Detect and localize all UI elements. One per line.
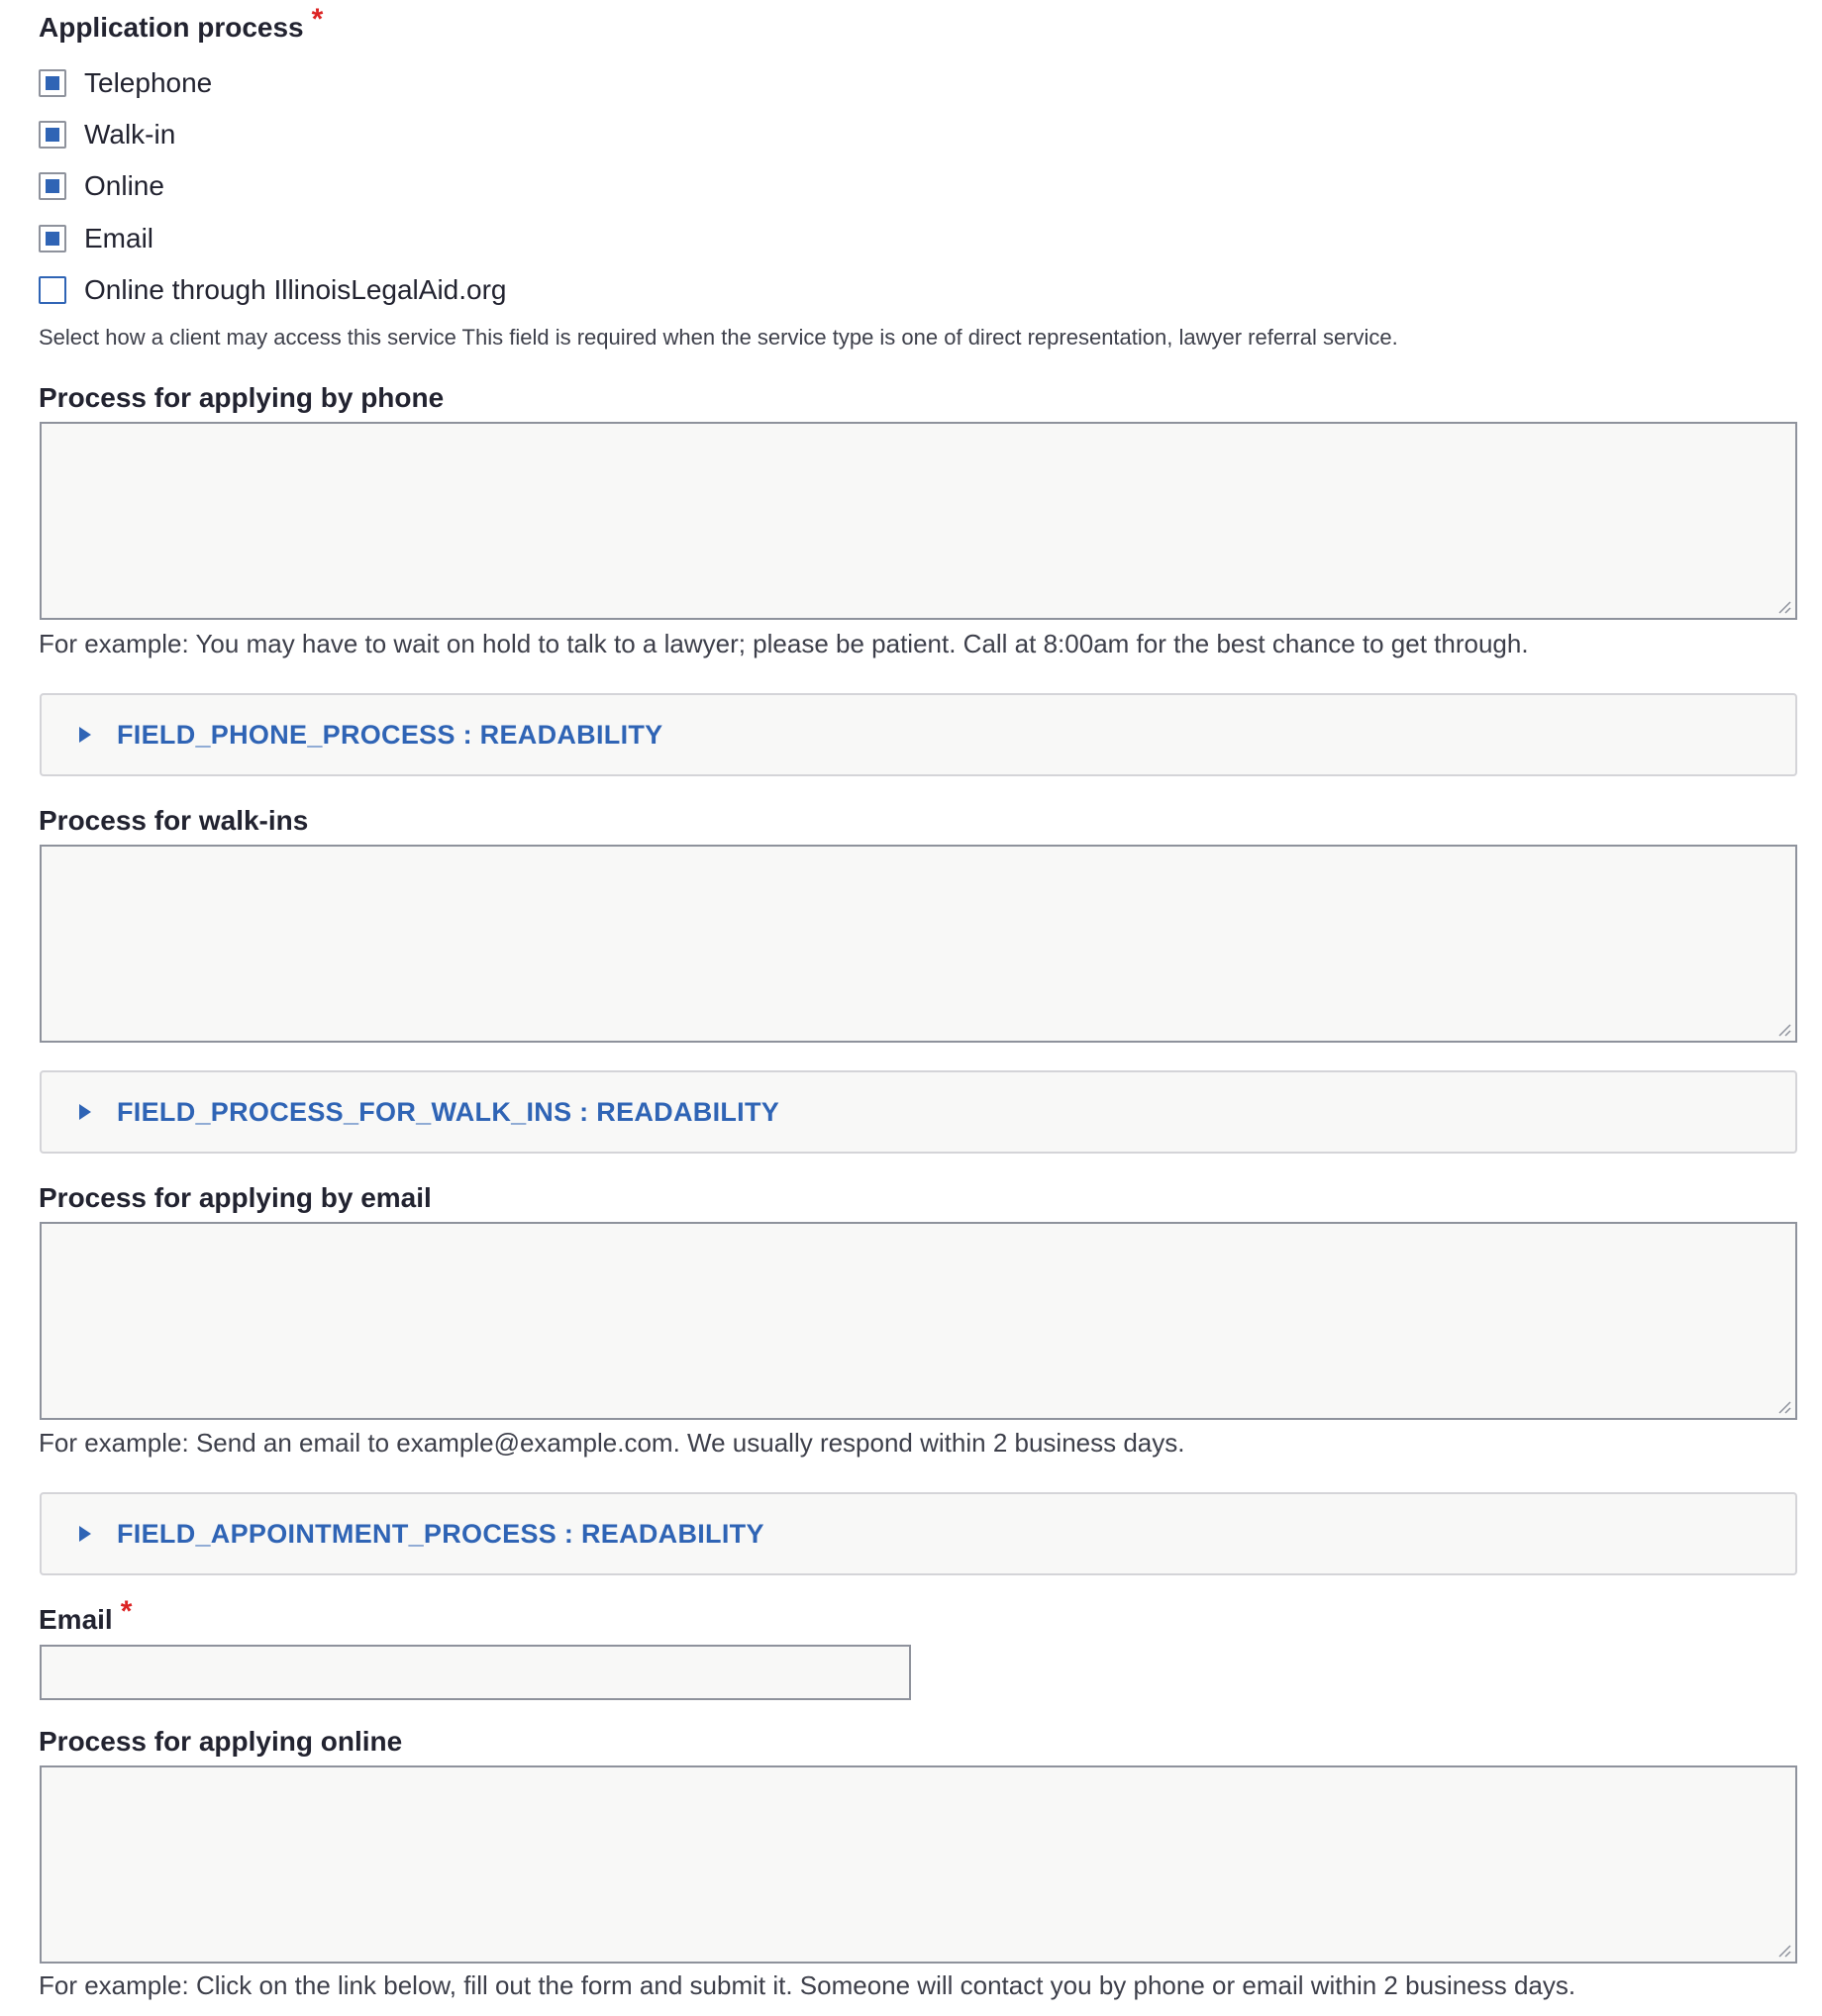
phone-process-textarea[interactable]: [40, 422, 1797, 620]
checkbox-walk-in-box[interactable]: [39, 121, 66, 149]
checkbox-illinois-legal-aid[interactable]: [39, 270, 507, 310]
online-process-textarea[interactable]: [40, 1765, 1797, 1964]
checkbox-online-box[interactable]: [39, 172, 66, 200]
application-process-label: [39, 3, 324, 46]
email-process-readability-toggle[interactable]: [40, 1492, 1797, 1575]
expand-arrow-icon: [79, 727, 91, 743]
phone-process-description: For example: You may have to wait on hold to talk to a lawyer; please be patient. Call at 8:00am for the best chance to get through.: [39, 629, 1529, 658]
walkin-process-readability-summary[interactable]: FIELD_PROCESS_FOR_WALK_INS : READABILITY: [117, 1096, 780, 1127]
checkbox-illinois-legal-aid-box[interactable]: [39, 276, 66, 304]
online-process-label: Process for applying online: [39, 1726, 403, 1757]
required-marker: *: [311, 3, 324, 36]
walkin-process-textarea[interactable]: [40, 845, 1797, 1043]
phone-process-readability-toggle[interactable]: [40, 693, 1797, 776]
checkbox-telephone[interactable]: [39, 63, 212, 103]
online-process-description: For example: Click on the link below, fill out the form and submit it. Someone will contact you by phone or email within 2 business days.: [39, 1970, 1576, 2000]
walkin-process-readability-toggle[interactable]: [40, 1070, 1797, 1154]
checkbox-online[interactable]: [39, 166, 164, 206]
application-process-description: Select how a client may access this service This field is required when the service type is one of direct representation, lawyer referral service.: [39, 325, 1398, 350]
checkbox-telephone-box[interactable]: [39, 69, 66, 97]
required-marker: *: [120, 1595, 133, 1628]
application-process-label-text: Application process: [39, 12, 304, 43]
phone-process-readability-summary[interactable]: FIELD_PHONE_PROCESS : READABILITY: [117, 719, 663, 750]
resize-grip-icon[interactable]: [1777, 1944, 1791, 1958]
checkbox-walk-in[interactable]: [39, 115, 175, 154]
resize-grip-icon[interactable]: [1777, 1023, 1791, 1037]
checkbox-telephone-label[interactable]: Telephone: [84, 67, 213, 98]
checkbox-walk-in-label[interactable]: Walk-in: [84, 119, 176, 150]
email-label-text: Email: [39, 1604, 113, 1635]
expand-arrow-icon: [79, 1104, 91, 1120]
checkbox-online-label[interactable]: Online: [84, 170, 164, 201]
checkbox-email-box[interactable]: [39, 225, 66, 252]
resize-grip-icon[interactable]: [1777, 600, 1791, 614]
email-label: [39, 1595, 133, 1638]
email-input[interactable]: [40, 1645, 911, 1700]
checkbox-email[interactable]: [39, 219, 153, 258]
email-process-description: For example: Send an email to example@example.com. We usually respond within 2 business days.: [39, 1428, 1185, 1458]
email-process-readability-summary[interactable]: FIELD_APPOINTMENT_PROCESS : READABILITY: [117, 1518, 764, 1549]
walkin-process-label: Process for walk-ins: [39, 805, 309, 836]
checkbox-illinois-legal-aid-label[interactable]: Online through IllinoisLegalAid.org: [84, 274, 507, 305]
resize-grip-icon[interactable]: [1777, 1400, 1791, 1414]
email-process-label: Process for applying by email: [39, 1182, 432, 1213]
phone-process-label: Process for applying by phone: [39, 382, 445, 413]
checkbox-email-label[interactable]: Email: [84, 223, 154, 253]
expand-arrow-icon: [79, 1526, 91, 1542]
email-process-textarea[interactable]: [40, 1222, 1797, 1420]
